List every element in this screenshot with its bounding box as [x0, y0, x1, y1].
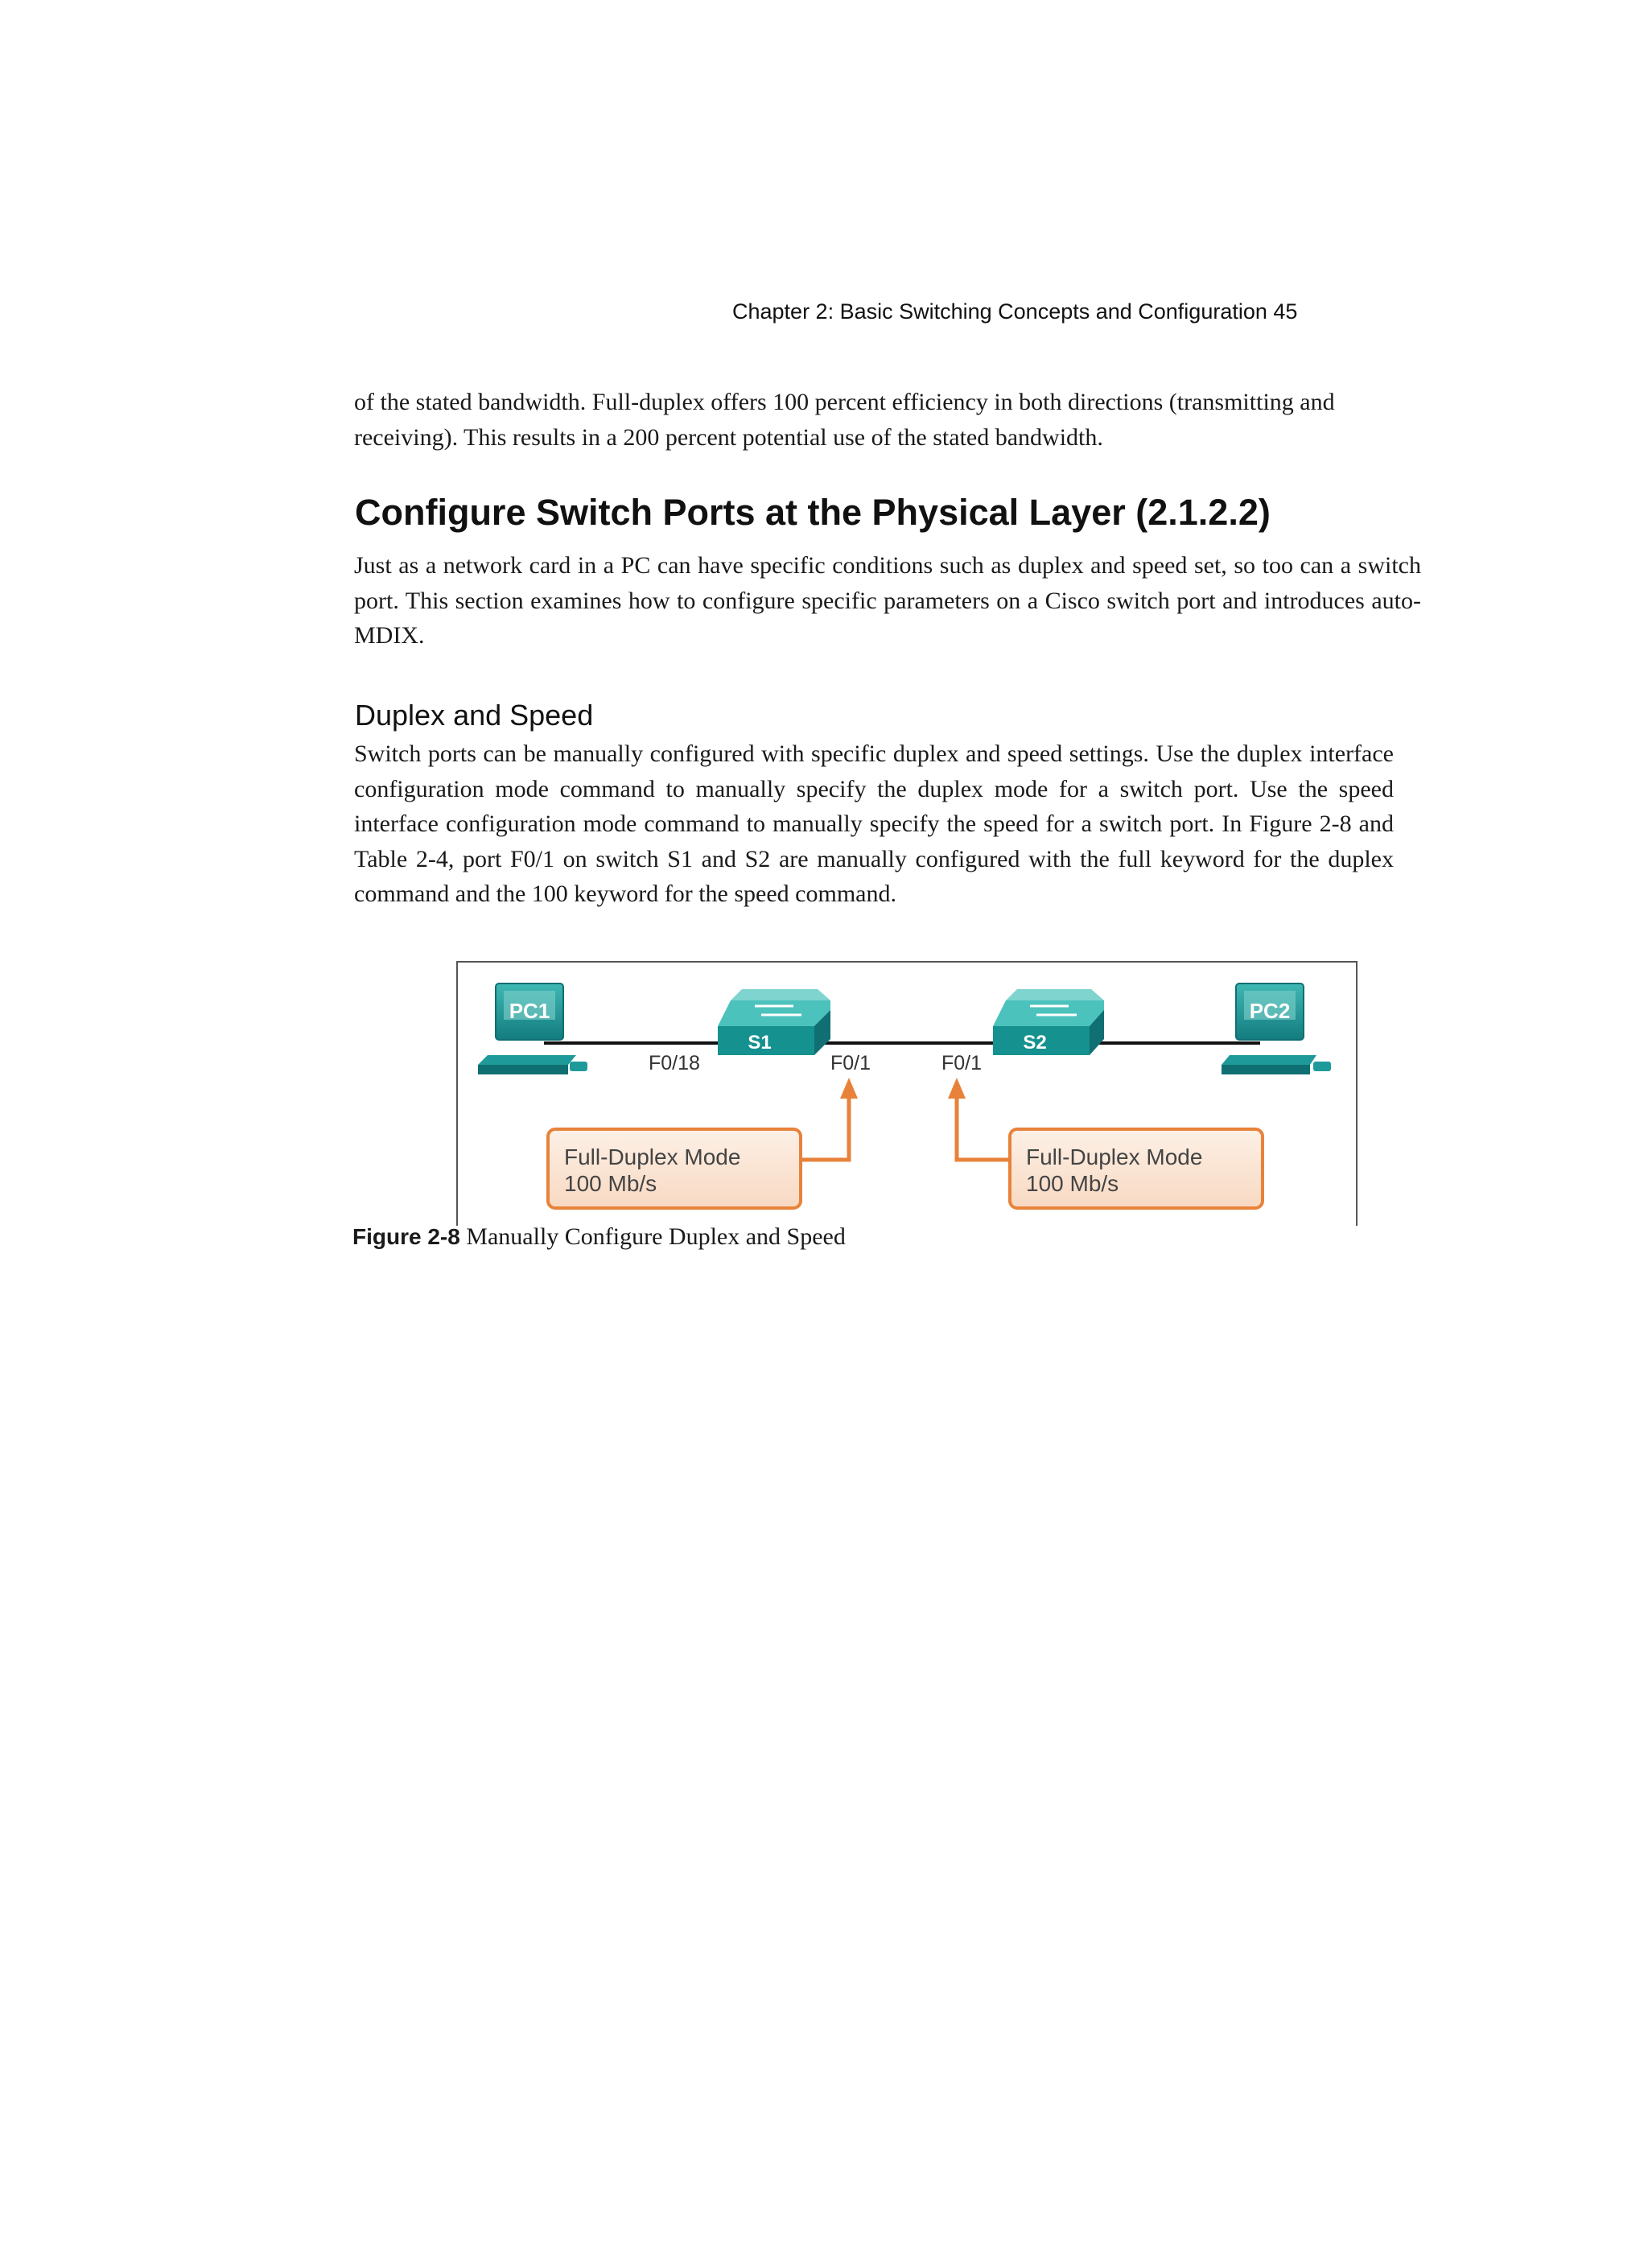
pc1-label: PC1 [509, 999, 550, 1023]
paragraph-intro: Just as a network card in a PC can have specific conditions such as duplex and speed set, so too can a switch port. This section examines how to configure specific parameters on a Cisco switch port and introduces auto-MDIX. [354, 552, 1421, 649]
callout-s2 [1010, 1129, 1263, 1208]
s1-port-f0-1-label: F0/1 [830, 1052, 871, 1074]
pc1-icon [478, 983, 587, 1074]
pc2-icon [1222, 983, 1331, 1074]
caption-label: Figure 2-8 [352, 1224, 460, 1249]
switch-s1-icon [718, 989, 830, 1055]
arrow-to-s1-port [800, 1078, 858, 1160]
figure-duplex-speed-diagram [455, 960, 1358, 1226]
caption-text: Manually Configure Duplex and Speed [466, 1223, 846, 1250]
section-heading: Configure Switch Ports at the Physical Layer (2.1.2.2) [355, 492, 1271, 533]
s1-port-f0-18-label: F0/18 [649, 1052, 700, 1074]
s1-label: S1 [748, 1032, 772, 1054]
topology-diagram [455, 960, 1358, 1226]
s2-label: S2 [1023, 1032, 1047, 1054]
callout-s1-speed: 100 Mb/s [564, 1171, 657, 1196]
callout-s2-speed: 100 Mb/s [1026, 1171, 1119, 1196]
figure-caption [352, 1223, 846, 1251]
switch-s2-icon [993, 989, 1104, 1055]
callout-s1-mode: Full-Duplex Mode [564, 1144, 741, 1169]
paragraph-continuation: of the stated bandwidth. Full-duplex offers 100 percent efficiency in both directions (transmitting and receiving). This results in a 200 percent potential use of the stated bandwidth. [354, 389, 1335, 451]
callout-s2-mode: Full-Duplex Mode [1026, 1144, 1203, 1169]
subsection-heading: Duplex and Speed [355, 699, 594, 732]
running-head: Chapter 2: Basic Switching Concepts and Configuration 45 [732, 299, 1298, 324]
pc2-label: PC2 [1249, 999, 1291, 1023]
callout-s1 [548, 1129, 801, 1208]
s2-port-f0-1-label: F0/1 [941, 1052, 983, 1074]
paragraph-duplex-speed: Switch ports can be manually configured with specific duplex and speed settings. Use the duplex interface configuration mode command to manually specify the duplex mode for a switch port. Use the speed interface configuration mode command to manually specify the speed for a switch port. In Figure 2-8 and Table 2-4, port F0/1 on switch S1 and S2 are manually configured with the full keyword for the duplex command and the 100 keyword for the speed command. [354, 740, 1394, 907]
arrow-to-s2-port [948, 1078, 1011, 1160]
